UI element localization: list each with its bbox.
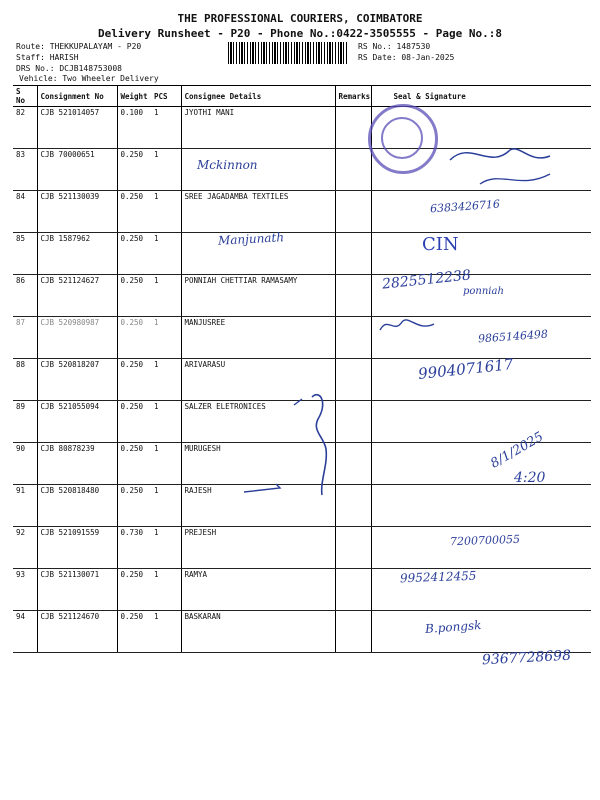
table-row	[13, 233, 591, 275]
row-seal	[371, 527, 591, 569]
row-weight: 0.250	[117, 569, 151, 611]
row-remarks	[335, 275, 371, 317]
row-weight: 0.250	[117, 485, 151, 527]
delivery-stamp	[368, 104, 438, 174]
handwriting-phone-5: 9952412455	[399, 568, 477, 586]
row-consignee: RAMYA	[181, 569, 335, 611]
row-consignee: MURUGESH	[181, 443, 335, 485]
row-remarks	[335, 149, 371, 191]
row-sno: 82	[13, 107, 37, 149]
row-remarks	[335, 107, 371, 149]
row-sno: 84	[13, 191, 37, 233]
row-weight: 0.250	[117, 233, 151, 275]
row-consignment: CJB 521130071	[37, 569, 117, 611]
staff-label: Staff: HARISH	[16, 53, 79, 62]
rs-number: RS No.: 1487530	[358, 42, 431, 51]
row-sno: 90	[13, 443, 37, 485]
col-seal: Seal & Signature	[371, 86, 591, 107]
handwriting-phone-6: 9367728698	[481, 647, 572, 669]
row-sno: 83	[13, 149, 37, 191]
handwriting-date: 8/1/2025	[488, 429, 547, 472]
row-sno: 85	[13, 233, 37, 275]
col-consignment: Consignment No	[37, 86, 117, 107]
runsheet-title: THE PROFESSIONAL COURIERS, COIMBATORE	[177, 12, 423, 25]
row-consignee: ARIVARASU	[181, 359, 335, 401]
signature-stroke-4	[240, 480, 300, 500]
row-pcs: 1	[151, 359, 181, 401]
row-consignee: PONNIAH CHETTIAR RAMASAMY	[181, 275, 335, 317]
handwriting-name: B.pongsk	[424, 618, 482, 636]
row-consignee: MANJUSREE	[181, 317, 335, 359]
row-consignment: CJB 521124670	[37, 611, 117, 653]
row-sno: 92	[13, 527, 37, 569]
row-pcs: 1	[151, 233, 181, 275]
row-weight: 0.250	[117, 359, 151, 401]
row-seal	[371, 401, 591, 443]
row-consignment: CJB 520980987	[37, 317, 117, 359]
row-consignment: CJB 70000651	[37, 149, 117, 191]
row-pcs: 1	[151, 191, 181, 233]
row-seal	[371, 233, 591, 275]
row-pcs: 1	[151, 149, 181, 191]
row-remarks	[335, 611, 371, 653]
row-consignment: CJB 80878239	[37, 443, 117, 485]
handwriting-phone-4: 7200700055	[449, 532, 521, 549]
handwriting-phone-2: 9865146498	[477, 327, 549, 346]
row-sno: 88	[13, 359, 37, 401]
route-label: Route: THEKKUPALAYAM - P20	[16, 42, 142, 51]
row-remarks	[335, 233, 371, 275]
col-pcs: PCS	[151, 86, 181, 107]
row-pcs: 1	[151, 443, 181, 485]
col-consignee: Consignee Details	[181, 86, 335, 107]
row-seal	[371, 485, 591, 527]
handwriting-manjunath: Manjunath	[217, 230, 285, 248]
row-pcs: 1	[151, 275, 181, 317]
row-weight: 0.250	[117, 401, 151, 443]
row-consignee: SALZER ELETRONICES	[181, 401, 335, 443]
stamp-inner-ring	[381, 117, 423, 159]
row-weight: 0.250	[117, 317, 151, 359]
row-sno: 86	[13, 275, 37, 317]
row-consignee: BASKARAN	[181, 611, 335, 653]
row-remarks	[335, 569, 371, 611]
handwriting-cin: CIN	[422, 234, 459, 255]
rs-date: RS Date: 08-Jan-2025	[358, 53, 455, 62]
signature-stroke-3	[440, 140, 560, 200]
row-weight: 0.250	[117, 275, 151, 317]
runsheet-subtitle: Delivery Runsheet - P20 - Phone No.:0422-3505555 - Page No.:8	[98, 27, 502, 40]
row-sno: 89	[13, 401, 37, 443]
handwriting-ponniah: ponniah	[463, 286, 504, 297]
row-consignment: CJB 521091559	[37, 527, 117, 569]
row-weight: 0.730	[117, 527, 151, 569]
row-consignment: CJB 1587962	[37, 233, 117, 275]
handwriting-phone-3: 9904071617	[417, 355, 515, 383]
row-weight: 0.250	[117, 611, 151, 653]
vehicle-label: Vehicle: Two Wheeler Delivery	[19, 74, 159, 83]
row-pcs: 1	[151, 317, 181, 359]
row-weight: 0.250	[117, 191, 151, 233]
row-consignee: JYOTHI MANI	[181, 107, 335, 149]
row-consignment: CJB 521055094	[37, 401, 117, 443]
signature-stroke-2	[378, 310, 438, 340]
row-pcs: 1	[151, 485, 181, 527]
row-pcs: 1	[151, 401, 181, 443]
row-consignment: CJB 521014057	[37, 107, 117, 149]
row-pcs: 1	[151, 569, 181, 611]
drs-number: DRS No.: DCJB148753008	[16, 64, 122, 73]
row-consignee: SREE JAGADAMBA TEXTILES	[181, 191, 335, 233]
row-pcs: 1	[151, 611, 181, 653]
handwriting-time: 4:20	[514, 470, 546, 486]
row-seal	[371, 443, 591, 485]
barcode	[228, 42, 348, 64]
row-consignment: CJB 520818480	[37, 485, 117, 527]
row-consignee: RAJESH	[181, 485, 335, 527]
row-consignment: CJB 520818207	[37, 359, 117, 401]
row-weight: 0.250	[117, 443, 151, 485]
row-sno: 91	[13, 485, 37, 527]
col-remarks: Remarks	[335, 86, 371, 107]
row-consignment: CJB 521130039	[37, 191, 117, 233]
handwriting-number: 2825512238	[381, 267, 472, 293]
handwriting-phone-1: 6383426716	[429, 197, 501, 216]
row-remarks	[335, 191, 371, 233]
row-consignee: PREJESH	[181, 527, 335, 569]
row-weight: 0.250	[117, 149, 151, 191]
table-header	[13, 86, 591, 107]
row-weight: 0.100	[117, 107, 151, 149]
col-weight: Weight	[117, 86, 151, 107]
table-row	[13, 569, 591, 611]
row-pcs: 1	[151, 527, 181, 569]
row-remarks	[335, 317, 371, 359]
col-sno: S No	[13, 86, 37, 107]
row-sno: 93	[13, 569, 37, 611]
row-sno: 87	[13, 317, 37, 359]
row-sno: 94	[13, 611, 37, 653]
row-pcs: 1	[151, 107, 181, 149]
table-row	[13, 275, 591, 317]
row-remarks	[335, 527, 371, 569]
table-row	[13, 611, 591, 653]
handwriting-mckinnon: Mckinnon	[197, 158, 258, 172]
row-consignment: CJB 521124627	[37, 275, 117, 317]
